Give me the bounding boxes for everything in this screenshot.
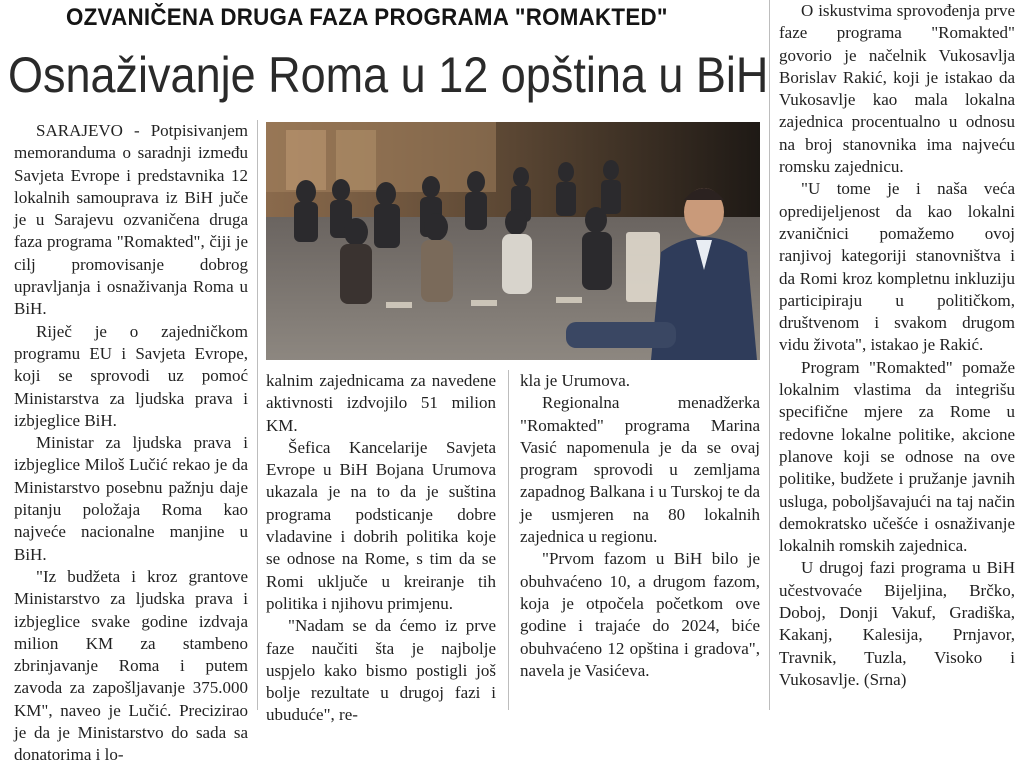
article-column-3 [520, 370, 760, 682]
paragraph: Ministar za ljudska prava i izbjeglice Miloš Lučić rekao je da Ministarstvo posebnu pažnju daje pitanju položaja Roma kao najveće nacionalne manjine u BiH. [14, 433, 248, 564]
article-column-4 [779, 0, 1015, 691]
paragraph: "Iz budžeta i kroz grantove Ministarstvo za ljudska prava i izbjeglice svake godine izdvaja milion KM za stambeno zbrinjavanje Roma i putem zavoda za zapošljavanje 375.000 KM", naveo je Lučić. Precizirao je da je Ministarstvo do sada sa donatorima i lo- [14, 566, 248, 765]
article-headline: Osnaživanje Roma u 12 opština u BiH [8, 47, 769, 103]
column-divider [769, 0, 770, 710]
paragraph: U drugoj fazi programa u BiH učestvovaće Bijeljina, Brčko, Doboj, Donji Vakuf, Gradiška, Kakanj, Kalesija, Prnjavor, Travnik, Tuzla, Visoko i Vukosavlje. (Srna) [779, 558, 1015, 689]
conference-photo-icon [266, 122, 760, 360]
paragraph: kalnim zajednicama za navedene aktivnosti izdvojilo 51 milion KM. [266, 371, 496, 435]
paragraph: "Prvom fazom u BiH bilo je obuhvaćeno 10, a drugom fazom, koja je otpočela početkom ove godine i trajaće do 2024, biće obuhvaćeno 12 opština i gradova", navela je Vasićeva. [520, 549, 760, 680]
paragraph: kla je Urumova. [520, 371, 630, 390]
paragraph: O iskustvima sprovođenja prve faze programa "Romakted" govorio je načelnik Vukosavlja Borislav Rakić, koji je istakao da Vukosavlje kao mala lokalna zajednica procentualno u odnosu na broj stanovnika ima najveću romsku zajednicu. [779, 1, 1015, 177]
paragraph: Šefica Kancelarije Savjeta Evrope u BiH Bojana Urumova ukazala je na to da je suština programa podsticanje dobre vladavine i dobrih politika koje se odnose na Rome, s tim da se Romi uključe u kreiranje tih politika i njihovu primjenu. [266, 437, 496, 613]
column-divider [508, 370, 509, 710]
article-kicker: OZVANIČENA DRUGA FAZA PROGRAMA "ROMAKTED" [66, 4, 668, 31]
paragraph: SARAJEVO - Potpisivanjem memoranduma o saradnji između Savjeta Evrope i predstavnika 12 lokalnih samouprava iz BiH juče je u Sarajevu ozvaničena druga faza programa "Romakted", čiji je cilj promovisanje dobrog upravljanja i osnaživanja Roma u BiH. [14, 121, 248, 319]
paragraph: "Nadam se da ćemo iz prve faze naučiti šta je najbolje uspjelo kako bismo postigli još bolje rezultate u drugoj fazi i ubuduće", re- [266, 616, 496, 725]
paragraph: Program "Romakted" pomaže lokalnim vlastima da integrišu specifične mjere za Rome u redovne lokalne politike, akcione planove koji se odnose na ove politike, budžete i pružanje javnih usluga, poboljšavajući na taj način demokratsko učešće i osnaživanje lokalnih romskih zajednica. [779, 357, 1015, 556]
paragraph: Regionalna menadžerka "Romakted" programa Marina Vasić napomenula je da se ovaj program sprovodi u zemljama zapadnog Balkana i u Turskoj te da je usmjeren na 80 lokalnih zajednica u regionu. [520, 393, 760, 547]
article-column-2 [266, 370, 496, 727]
column-divider [257, 120, 258, 710]
paragraph: "U tome je i naša veća opredijeljenost da kao lokalni zvaničnici pomažemo ovoj ranjivoj kategoriji stanovništva i da Romi kroz kompletnu inkluziju participiraju u političkom, društvenom i svakom drugom vidu života", istakao je Rakić. [779, 179, 1015, 355]
paragraph: Riječ je o zajedničkom programu EU i Savjeta Evrope, koji se sprovodi uz pomoć Ministarstva za ljudska prava i izbjeglice BiH. [14, 321, 248, 430]
article-photo [266, 122, 760, 360]
article-column-1 [14, 120, 248, 767]
